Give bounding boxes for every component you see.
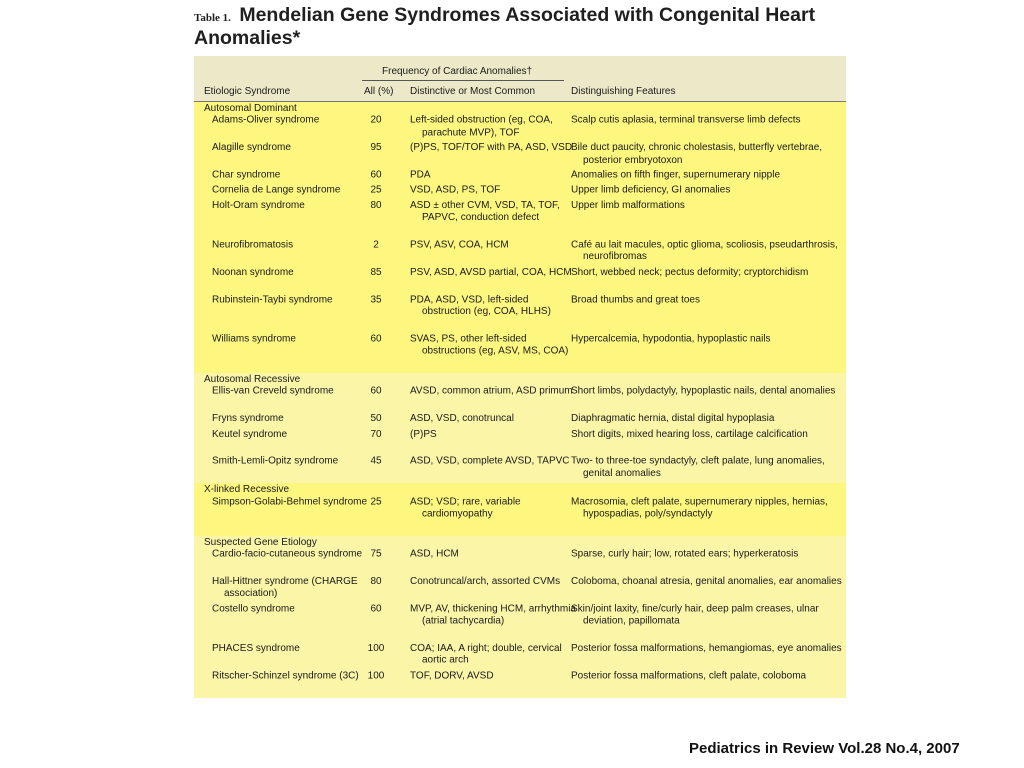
features-cell: Café au lait macules, optic glioma, scoliosis, pseudarthrosis, neurofibromas [571,239,838,263]
distinctive-cell: Left-sided obstruction (eg, COA, parachute MVP), TOF [410,115,553,139]
all-percent-cell: 45 [370,455,382,467]
distinctive-cell: ASD; VSD; rare, variable cardiomyopathy [410,496,521,520]
all-percent-cell: 100 [367,642,385,654]
features-cell: Upper limb malformations [571,199,685,211]
all-percent-cell: 2 [373,239,379,251]
distinctive-cell: ASD, VSD, conotruncal [410,413,514,425]
table-row [194,294,846,333]
table-row [194,604,846,643]
features-cell: Short digits, mixed hearing loss, cartilage calcification [571,428,808,440]
section-title: Autosomal Dominant [204,102,297,114]
distinctive-cell: PDA, ASD, VSD, left-sided obstruction (eg, COA, HLHS) [410,294,551,318]
distinctive-cell: ASD, HCM [410,548,459,560]
distinctive-cell: COA; IAA, A right; double, cervical aortic arch [410,642,562,666]
table-title [194,4,854,50]
syndrome-cell: Holt-Oram syndrome [212,199,305,211]
syndrome-cell: Smith-Lemli-Opitz syndrome [212,455,339,467]
table-row [194,115,846,142]
distinctive-cell: MVP, AV, thickening HCM, arrhythmia (atrial tachycardia) [410,603,576,627]
syndrome-cell: Williams syndrome [212,333,296,345]
section-title: X-linked Recessive [204,484,290,495]
table-row [194,142,846,169]
syndrome-cell: Costello syndrome [212,603,295,615]
syndrome-cell: Char syndrome [212,169,281,181]
syndrome-cell: Adams-Oliver syndrome [212,115,320,126]
table-row [194,239,846,266]
syndrome-cell: Alagille syndrome [212,142,291,154]
citation: Pediatrics in Review Vol.28 No.4, 2007 [689,740,960,757]
distinctive-cell: SVAS, PS, other left-sided obstructions (eg, ASV, MS, COA) [410,333,569,357]
table-section [194,373,846,483]
syndrome-cell: Simpson-Golabi-Behmel syndrome [212,496,368,508]
table-title-text: Mendelian Gene Syndromes Associated with Congenital Heart Anomalies* [194,4,816,49]
all-percent-cell: 100 [367,670,385,682]
distinctive-cell: VSD, ASD, PS, TOF [410,184,501,196]
features-cell: Two- to three-toe syndactyly, cleft palate, lung anomalies, genital anomalies [571,455,825,479]
features-cell: Posterior fossa malformations, cleft palate, coloboma [571,670,807,682]
table-row [194,334,846,373]
header-features: Distinguishing Features [571,86,676,97]
features-cell: Coloboma, choanal atresia, genital anomalies, ear anomalies [571,576,842,588]
features-cell: Upper limb deficiency, GI anomalies [571,184,731,196]
syndrome-cell: Noonan syndrome [212,266,294,278]
all-percent-cell: 20 [370,115,382,126]
all-percent-cell: 60 [370,386,382,397]
distinctive-cell: ASD ± other CVM, VSD, TA, TOF, PAPVC, conduction defect [410,199,560,223]
features-cell: Diaphragmatic hernia, distal digital hypoplasia [571,413,775,425]
header-all-percent: All (%) [364,86,394,97]
all-percent-cell: 25 [370,184,382,196]
all-percent-cell: 80 [370,576,382,588]
features-cell: Hypercalcemia, hypodontia, hypoplastic nails [571,333,771,345]
table-section [194,483,846,536]
header-distinctive: Distinctive or Most Common [410,86,536,97]
all-percent-cell: 75 [370,548,382,560]
syndrome-cell: Neurofibromatosis [212,239,294,251]
all-percent-cell: 35 [370,294,382,305]
table-row [194,386,846,413]
distinctive-cell: PSV, ASD, AVSD partial, COA, HCM [410,266,572,278]
all-percent-cell: 70 [370,428,382,440]
table-label: Table 1. [194,12,231,24]
features-cell: Broad thumbs and great toes [571,294,700,305]
table-row [194,496,846,535]
table-section [194,536,846,698]
all-percent-cell: 60 [370,333,382,345]
syndrome-cell: Ritscher-Schinzel syndrome (3C) [212,670,359,682]
table-row [194,576,846,603]
table-row [194,549,846,576]
syndrome-cell: Cornelia de Lange syndrome [212,184,341,196]
features-cell: Anomalies on fifth finger, supernumerary nipple [571,169,781,181]
distinctive-cell: (P)PS, TOF/TOF with PA, ASD, VSD [410,142,573,154]
table-row [194,429,846,456]
features-cell: Short limbs, polydactyly, hypoplastic nails, dental anomalies [571,386,836,397]
table-row [194,267,846,294]
table-body [194,102,846,698]
table-row [194,170,846,185]
table-section [194,102,846,373]
all-percent-cell: 80 [370,199,382,211]
syndrome-cell: Hall-Hittner syndrome (CHARGE association) [212,576,358,600]
features-cell: Bile duct paucity, chronic cholestasis, butterfly vertebrae, posterior embryotoxon [571,142,823,166]
all-percent-cell: 85 [370,266,382,278]
header-divider [362,80,564,81]
section-title: Autosomal Recessive [204,373,301,385]
header-syndrome: Etiologic Syndrome [204,86,291,97]
all-percent-cell: 60 [370,603,382,615]
table-row [194,200,846,239]
distinctive-cell: AVSD, common atrium, ASD primum [410,386,573,397]
syndrome-table [194,56,846,698]
table-row [194,456,846,483]
distinctive-cell: PDA [410,169,431,181]
syndrome-cell: Keutel syndrome [212,428,288,440]
frequency-group-header: Frequency of Cardiac Anomalies† [382,66,533,77]
features-cell: Macrosomia, cleft palate, supernumerary nipples, hernias, hypospadias, poly/syndactyly [571,496,828,520]
features-cell: Scalp cutis aplasia, terminal transverse limb defects [571,115,801,126]
all-percent-cell: 60 [370,169,382,181]
distinctive-cell: TOF, DORV, AVSD [410,670,494,682]
table-row [194,670,846,697]
distinctive-cell: PSV, ASV, COA, HCM [410,239,509,251]
syndrome-cell: Ellis-van Creveld syndrome [212,386,334,397]
all-percent-cell: 95 [370,142,382,154]
syndrome-cell: Cardio-facio-cutaneous syndrome [212,548,363,560]
all-percent-cell: 50 [370,413,382,425]
distinctive-cell: (P)PS [410,428,437,440]
distinctive-cell: ASD, VSD, complete AVSD, TAPVC [410,455,570,467]
table-row [194,185,846,200]
all-percent-cell: 25 [370,496,382,508]
table-row [194,643,846,670]
section-title: Suspected Gene Etiology [204,536,317,548]
features-cell: Sparse, curly hair; low, rotated ears; hyperkeratosis [571,548,799,560]
syndrome-cell: PHACES syndrome [212,642,300,654]
table-row [194,413,846,428]
features-cell: Skin/joint laxity, fine/curly hair, deep palm creases, ulnar deviation, papillomata [571,603,819,627]
syndrome-cell: Fryns syndrome [212,413,284,425]
distinctive-cell: Conotruncal/arch, assorted CVMs [410,576,561,588]
features-cell: Posterior fossa malformations, hemangiomas, eye anomalies [571,642,842,654]
features-cell: Short, webbed neck; pectus deformity; cryptorchidism [571,266,809,278]
table-header [194,56,846,102]
syndrome-cell: Rubinstein-Taybi syndrome [212,294,333,305]
